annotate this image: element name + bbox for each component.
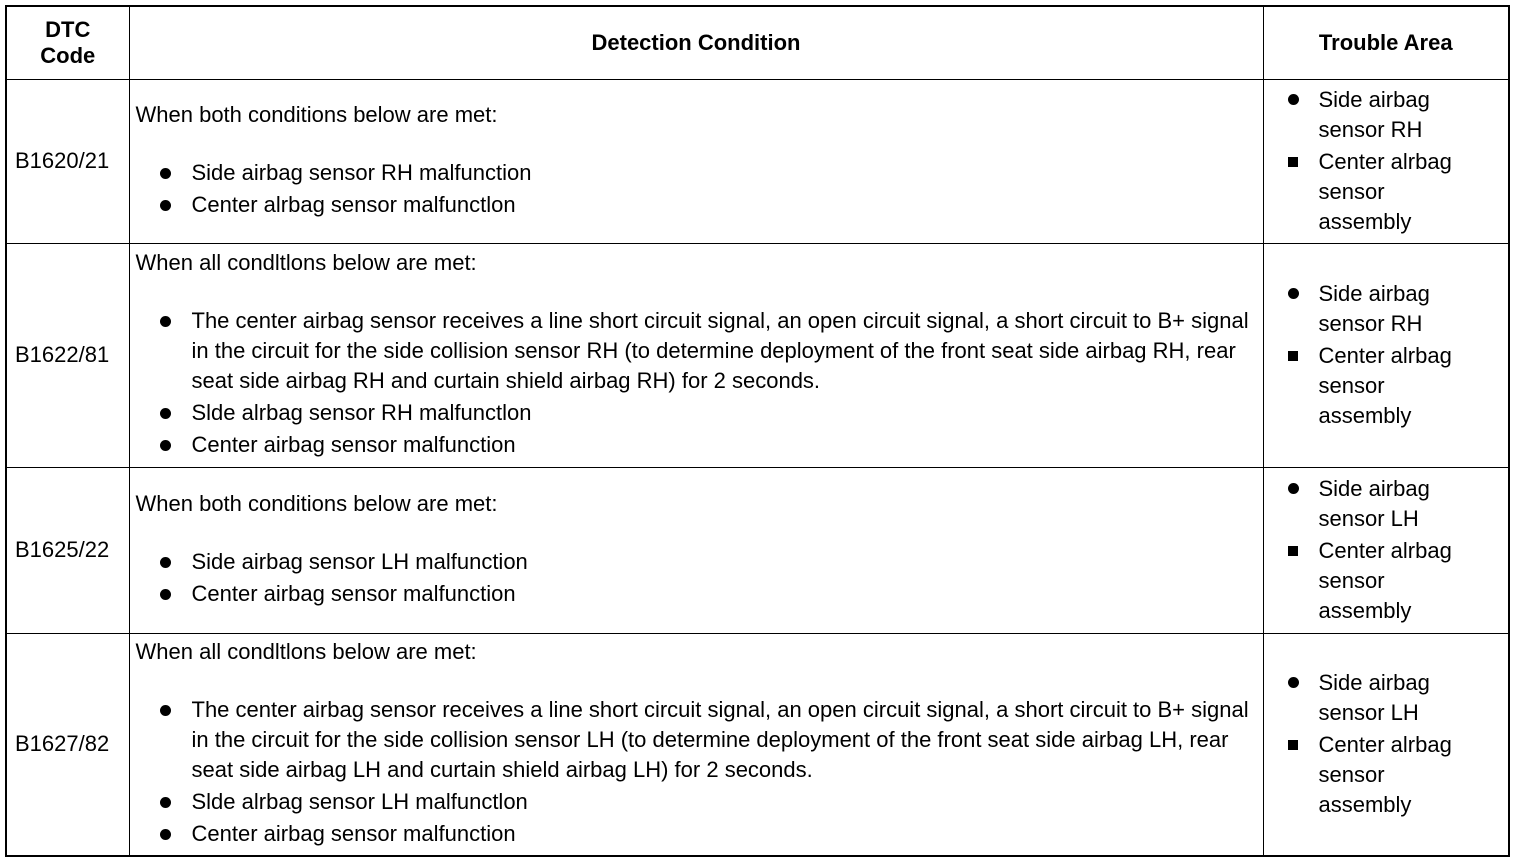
area-line: Center alrbag [1318,342,1452,368]
condition-list [136,306,1255,460]
area-line: sensor LH [1318,699,1419,725]
list-item [158,158,1255,188]
bullet-square-icon [1288,546,1298,556]
column-header-detection-condition: Detection Condition [129,7,1263,79]
list-item [158,430,1255,460]
list-item [1286,85,1509,145]
area-line: Center alrbag [1318,148,1452,174]
area-line: Side airbag [1318,280,1430,306]
dtc-code-cell: B1622/81 [7,243,129,467]
condition-intro: When all condltlons below are met: [135,250,477,275]
area-line: Side airbag [1318,86,1430,112]
condition-text: Slde alrbag sensor RH malfunctlon [191,400,532,425]
dtc-code-cell: B1627/82 [7,633,129,855]
bullet-dot-icon [1288,94,1299,105]
area-line: sensor [1318,372,1385,398]
trouble-area-cell [1263,633,1508,855]
column-header-trouble-area: Trouble Area [1263,7,1508,79]
condition-list [136,695,1255,849]
area-line: sensor LH [1318,505,1419,531]
bullet-dot-icon [1288,677,1299,688]
bullet-dot-icon [160,200,171,211]
list-item [158,547,1255,577]
bullet-dot-icon [1288,483,1299,494]
dtc-table [7,7,1508,855]
trouble-area-cell [1263,467,1508,633]
area-line: Side airbag [1318,669,1430,695]
trouble-area-list [1286,474,1509,626]
bullet-dot-icon [160,440,171,451]
area-line: assembly [1318,208,1412,234]
detection-condition-cell [129,467,1263,633]
bullet-dot-icon [160,797,171,808]
bullet-dot-icon [160,168,171,179]
area-line: Side airbag [1318,475,1430,501]
table-row [7,467,1508,633]
bullet-square-icon [1288,157,1298,167]
trouble-area-cell [1263,79,1508,243]
bullet-dot-icon [160,829,171,840]
area-line: Center alrbag [1318,537,1452,563]
list-item [158,695,1255,785]
bullet-dot-icon [160,589,171,600]
bullet-square-icon [1288,351,1298,361]
list-item [158,398,1255,428]
list-item [1286,341,1509,431]
condition-text: Center alrbag sensor malfunctlon [191,192,516,217]
detection-condition-cell [129,633,1263,855]
list-item [158,819,1255,849]
list-item [158,190,1255,220]
area-line: Center alrbag [1318,731,1452,757]
table-header-row [7,7,1508,79]
area-line: sensor [1318,178,1385,204]
detection-condition-cell [129,79,1263,243]
bullet-dot-icon [1288,288,1299,299]
list-item [1286,279,1509,339]
area-line: sensor [1318,567,1385,593]
list-item [158,579,1255,609]
table-row [7,633,1508,855]
column-header-dtc-line1: DTC [45,16,91,42]
condition-intro: When both conditions below are met: [135,102,498,127]
area-line: assembly [1318,597,1412,623]
area-line: assembly [1318,402,1412,428]
list-item [158,306,1255,396]
area-line: assembly [1318,791,1412,817]
list-item [1286,474,1509,534]
condition-intro: When both conditions below are met: [135,491,498,516]
table-row [7,243,1508,467]
condition-text: Side airbag sensor LH malfunction [191,549,528,574]
bullet-dot-icon [160,705,171,716]
column-header-dtc-code [7,7,129,79]
bullet-square-icon [1288,740,1298,750]
dtc-code-cell: B1625/22 [7,467,129,633]
condition-text: Center airbag sensor malfunction [191,581,516,606]
area-line: sensor RH [1318,310,1423,336]
condition-text: Center airbag sensor malfunction [191,821,516,847]
condition-text: Slde alrbag sensor LH malfunctlon [191,789,528,815]
list-item [1286,536,1509,626]
dtc-table-frame [5,5,1510,857]
condition-text: The center airbag sensor receives a line short circuit signal, an open circuit signal, a short circuit to B+ signal in the circuit for the side collision sensor RH (to determine deployment of the front seat side airbag RH, rear seat side airbag RH and curtain shield airbag RH) for 2 seconds. [191,308,1249,393]
detection-condition-cell [129,243,1263,467]
trouble-area-list [1286,85,1509,237]
area-line: sensor [1318,761,1385,787]
area-line: sensor RH [1318,116,1423,142]
trouble-area-cell [1263,243,1508,467]
column-header-dtc-line2: Code [40,42,96,68]
condition-text: Side airbag sensor RH malfunction [191,160,532,185]
bullet-dot-icon [160,408,171,419]
table-row [7,79,1508,243]
list-item [1286,147,1509,237]
condition-text: Center airbag sensor malfunction [191,432,516,457]
condition-text: The center airbag sensor receives a line short circuit signal, an open circuit signal, a short circuit to B+ signal in the circuit for the side collision sensor LH (to determine deployment of the front seat side airbag LH, rear seat side airbag LH and curtain shield airbag LH) for 2 seconds. [191,697,1249,783]
list-item [158,787,1255,817]
bullet-dot-icon [160,316,171,327]
condition-list [136,547,1255,609]
list-item [1286,668,1509,728]
list-item [1286,730,1509,820]
bullet-dot-icon [160,557,171,568]
dtc-code-cell: B1620/21 [7,79,129,243]
trouble-area-list [1286,279,1509,431]
condition-list [136,158,1255,220]
trouble-area-list [1286,668,1509,820]
condition-intro: When all condltlons below are met: [135,639,477,665]
